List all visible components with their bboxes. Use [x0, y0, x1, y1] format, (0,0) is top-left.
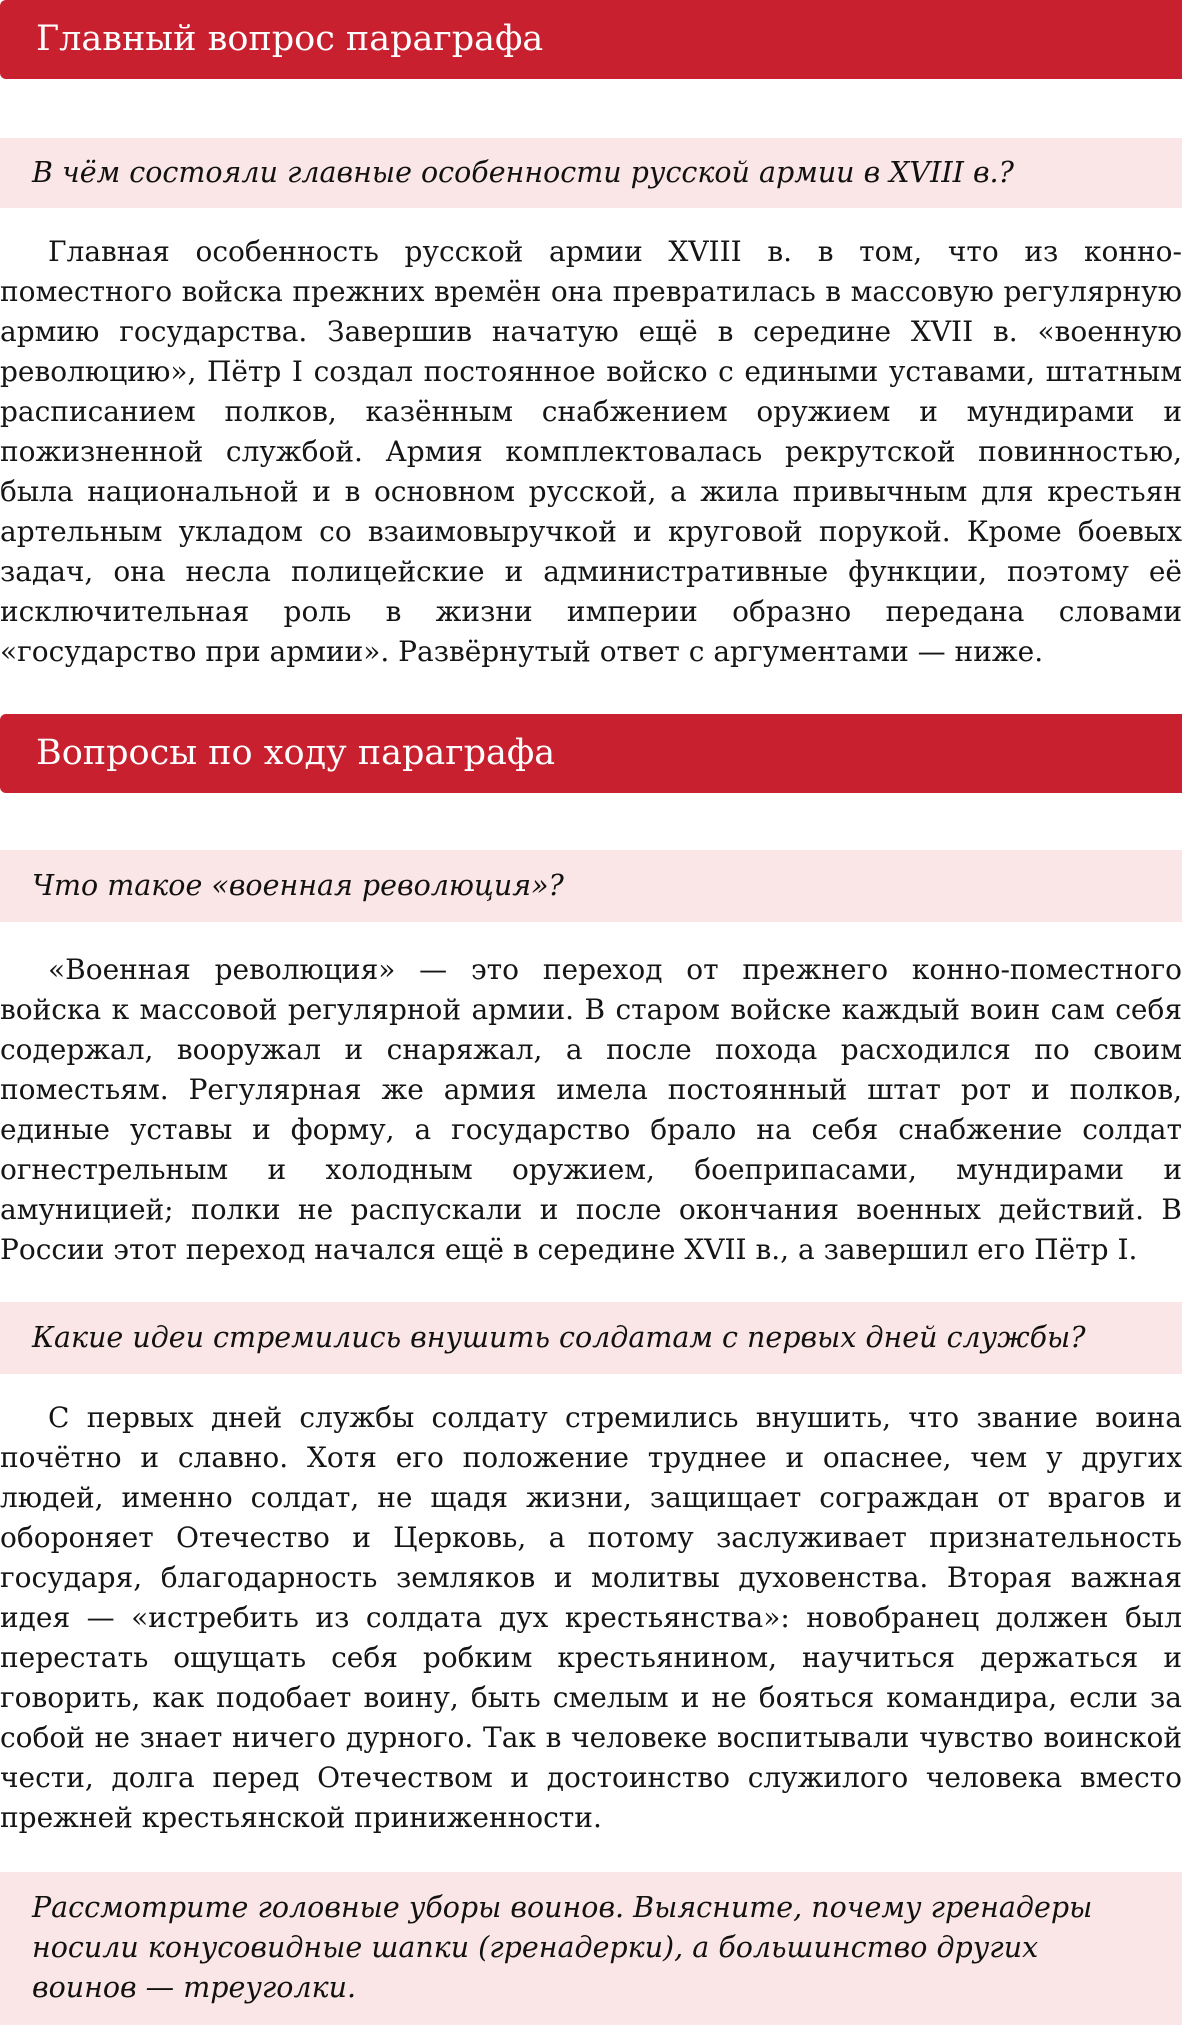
course-question-1: Что такое «военная революция»? — [0, 850, 1182, 922]
course-questions-heading: Вопросы по ходу параграфа — [0, 714, 1182, 793]
course-answer-2: С первых дней службы солдату стремились внушить, что звание воина почётно и славно. Хотя его положение труднее и опаснее, чем у других людей, именно солдат, не щадя жизни, защищает сограждан от врагов и обороняет Отечество и Церковь, а потому заслуживает признательность государя, благодарность земляков и молитвы духовенства. Вторая важная идея — «истребить из солдата дух крестьянства»: новобранец должен был перестать ощущать себя робким крестьянином, научиться держаться и говорить, как подобает воину, быть смелым и не бояться командира, если за собой не знает ничего дурного. Так в человеке воспитывали чувство воинской чести, долга перед Отечеством и достоинство служилого человека вместо прежней крестьянской приниженности. — [0, 1401, 1182, 1834]
main-question-text: В чём состояли главные особенности русской армии в XVIII в.? — [0, 138, 1182, 208]
main-question-heading: Главный вопрос параграфа — [0, 0, 1182, 79]
main-answer-text: Главная особенность русской армии XVIII в. в том, что из конно-поместного войска прежних времён она превратилась в массовую регулярную армию государства. Завершив начатую ещё в середине XVII в. «военную революцию», Пётр I создал постоянное войско с едиными уставами, штатным расписанием полков, казённым снабжением оружием и мундирами и пожизненной службой. Армия комплектовалась рекрутской повинностью, была национальной и в основном русской, а жила привычным для крестьян артельным укладом со взаимовыручкой и круговой порукой. Кроме боевых задач, она несла полицейские и административные функции, поэтому её исключительная роль в жизни империи образно передана словами «государство при армии». Развёрнутый ответ с аргументами — ниже. — [0, 235, 1182, 668]
course-answer-1: «Военная революция» — это переход от прежнего конно-поместного войска к массовой регулярной армии. В старом войске каждый воин сам себя содержал, вооружал и снаряжал, а после похода расходился по своим поместьям. Регулярная же армия имела постоянный штат рот и полков, единые уставы и форму, а государство брало на себя снабжение солдат огнестрельным и холодным оружием, боеприпасами, мундирами и амуницией; полки не распускали и после окончания военных действий. В России этот переход начался ещё в середине XVII в., а завершил его Пётр I. — [0, 953, 1182, 1266]
course-question-2: Какие идеи стремились внушить солдатам с первых дней службы? — [0, 1302, 1182, 1374]
course-question-3: Рассмотрите головные уборы воинов. Выясните, почему гренадеры носили конусовидные шапки (гренадерки), а большинство других воинов — треуголки. — [0, 1872, 1182, 2025]
